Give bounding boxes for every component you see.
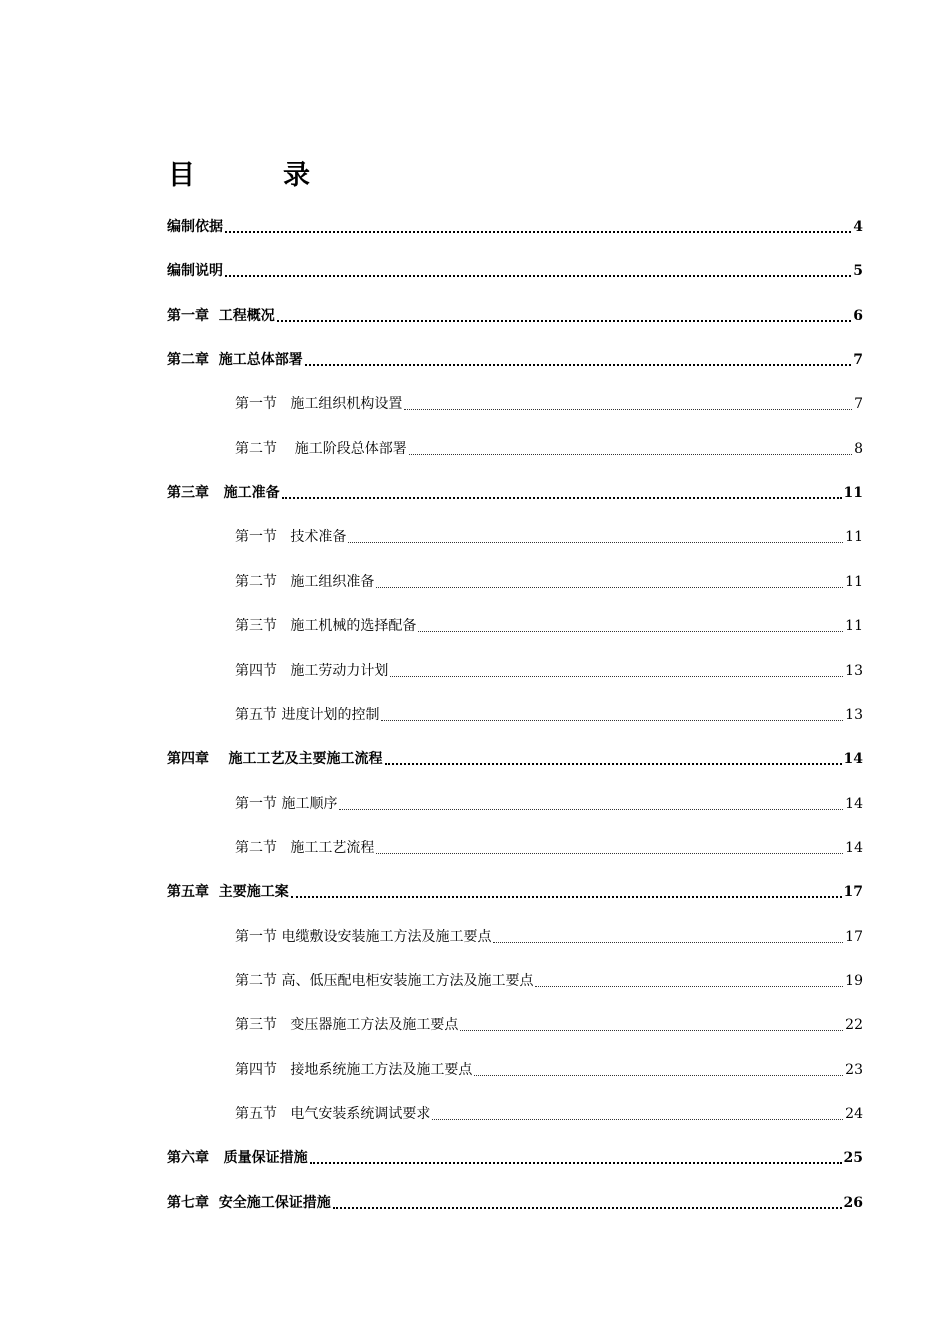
toc-entry-label: 第五节 进度计划的控制 bbox=[235, 706, 380, 723]
toc-entry-label: 第一节 施工组织机构设置 bbox=[235, 396, 403, 413]
toc-entry-label: 第三节 变压器施工方法及施工要点 bbox=[235, 1017, 459, 1034]
toc-dot-leader bbox=[390, 659, 843, 683]
toc-page-number: 23 bbox=[845, 1061, 863, 1078]
toc-dot-leader bbox=[409, 437, 852, 461]
toc-title-part1: 目 bbox=[168, 160, 195, 191]
toc-page-number: 7 bbox=[854, 396, 863, 413]
toc-section-entry[interactable] bbox=[235, 836, 863, 860]
toc-dot-leader bbox=[310, 1146, 842, 1170]
toc-section-entry[interactable] bbox=[235, 1102, 863, 1126]
toc-page-number: 14 bbox=[843, 751, 863, 768]
toc-chapter-entry[interactable] bbox=[167, 747, 863, 771]
toc-page-number: 19 bbox=[845, 972, 863, 989]
toc-page-number: 11 bbox=[845, 529, 863, 546]
toc-page-number: 26 bbox=[843, 1194, 863, 1211]
toc-entry-label: 第六章 质量保证措施 bbox=[167, 1150, 308, 1167]
toc-section-entry[interactable] bbox=[235, 437, 863, 461]
toc-page-number: 5 bbox=[853, 263, 863, 280]
toc-entry-label: 第二节 施工工艺流程 bbox=[235, 839, 375, 856]
toc-page-number: 4 bbox=[853, 219, 863, 235]
toc-title-part2: 录 bbox=[283, 160, 310, 191]
toc-section-entry[interactable] bbox=[235, 703, 863, 727]
toc-chapter-entry[interactable] bbox=[167, 1146, 863, 1170]
toc-dot-leader bbox=[493, 925, 843, 949]
toc-page-number: 14 bbox=[845, 795, 863, 812]
toc-page-number: 17 bbox=[845, 928, 863, 945]
toc-section-entry[interactable] bbox=[235, 925, 863, 949]
toc-section-entry[interactable] bbox=[235, 969, 863, 993]
toc-entry-label: 第二节 施工阶段总体部署 bbox=[235, 440, 407, 457]
toc-entry-label: 第五节 电气安装系统调试要求 bbox=[235, 1106, 431, 1122]
toc-dot-leader bbox=[432, 1102, 843, 1126]
toc-section-entry[interactable] bbox=[235, 525, 863, 549]
toc-page-number: 25 bbox=[843, 1150, 863, 1167]
toc-entry-label: 第三节 施工机械的选择配备 bbox=[235, 618, 417, 635]
toc-page-number: 13 bbox=[845, 662, 863, 679]
toc-dot-leader bbox=[535, 969, 843, 993]
toc-chapter-entry[interactable] bbox=[167, 348, 863, 372]
toc-entry-label: 第一章 工程概况 bbox=[167, 307, 275, 324]
toc-dot-leader bbox=[385, 747, 842, 771]
toc-chapter-entry[interactable] bbox=[167, 259, 863, 283]
toc-entry-label: 第二节 高、低压配电柜安装施工方法及施工要点 bbox=[235, 972, 534, 989]
toc-dot-leader bbox=[225, 259, 851, 283]
toc-entry-label: 第一节 技术准备 bbox=[235, 529, 347, 546]
toc-entry-label: 第五章 主要施工案 bbox=[167, 884, 289, 901]
toc-section-entry[interactable] bbox=[235, 1058, 863, 1082]
toc-chapter-entry[interactable] bbox=[167, 215, 863, 239]
toc-page-number: 22 bbox=[845, 1017, 863, 1034]
toc-page-number: 8 bbox=[854, 440, 863, 457]
toc-entry-label: 第一节 电缆敷设安装施工方法及施工要点 bbox=[235, 928, 492, 945]
toc-page-number: 7 bbox=[853, 352, 863, 369]
toc-dot-leader bbox=[339, 792, 843, 816]
toc-chapter-entry[interactable] bbox=[167, 1191, 863, 1215]
toc-entry-label: 第三章 施工准备 bbox=[167, 485, 280, 502]
toc-chapter-entry[interactable] bbox=[167, 304, 863, 328]
toc-entry-label: 第四节 施工劳动力计划 bbox=[235, 662, 389, 679]
toc-dot-leader bbox=[381, 703, 843, 727]
toc-dot-leader bbox=[376, 570, 843, 594]
toc-page-number: 17 bbox=[843, 884, 863, 901]
toc-dot-leader bbox=[282, 481, 842, 505]
toc-section-entry[interactable] bbox=[235, 659, 863, 683]
toc-page-number: 24 bbox=[845, 1106, 863, 1122]
toc-dot-leader bbox=[418, 614, 843, 638]
toc-entry-label: 第七章 安全施工保证措施 bbox=[167, 1194, 331, 1211]
toc-dot-leader bbox=[474, 1058, 843, 1082]
toc-dot-leader bbox=[225, 215, 851, 239]
toc-page-number: 14 bbox=[845, 839, 863, 856]
toc-page-number: 11 bbox=[845, 573, 863, 590]
toc-page-number: 11 bbox=[843, 485, 863, 502]
toc-dot-leader bbox=[376, 836, 843, 860]
toc-entry-label: 第一节 施工顺序 bbox=[235, 795, 338, 812]
toc-page-number: 13 bbox=[845, 706, 863, 723]
toc-page-number: 11 bbox=[845, 618, 863, 635]
toc-entry-label: 编制说明 bbox=[167, 263, 223, 280]
toc-entry-label: 编制依据 bbox=[167, 219, 223, 235]
toc-page-number: 6 bbox=[853, 307, 863, 324]
toc-entry-label: 第四节 接地系统施工方法及施工要点 bbox=[235, 1061, 473, 1078]
toc-dot-leader bbox=[348, 525, 843, 549]
toc-chapter-entry[interactable] bbox=[167, 880, 863, 904]
toc-entry-label: 第四章 施工工艺及主要施工流程 bbox=[167, 751, 383, 768]
toc-section-entry[interactable] bbox=[235, 570, 863, 594]
toc-section-entry[interactable] bbox=[235, 792, 863, 816]
toc-entry-label: 第二章 施工总体部署 bbox=[167, 352, 303, 369]
toc-section-entry[interactable] bbox=[235, 1013, 863, 1037]
toc-chapter-entry[interactable] bbox=[167, 481, 863, 505]
toc-section-entry[interactable] bbox=[235, 614, 863, 638]
toc-dot-leader bbox=[305, 348, 852, 372]
toc-title bbox=[168, 158, 310, 194]
toc-dot-leader bbox=[333, 1191, 842, 1215]
toc-section-entry[interactable] bbox=[235, 392, 863, 416]
toc-dot-leader bbox=[460, 1013, 843, 1037]
toc-dot-leader bbox=[404, 392, 852, 416]
toc-dot-leader bbox=[277, 304, 852, 328]
toc-entry-label: 第二节 施工组织准备 bbox=[235, 573, 375, 590]
toc-dot-leader bbox=[291, 880, 842, 904]
